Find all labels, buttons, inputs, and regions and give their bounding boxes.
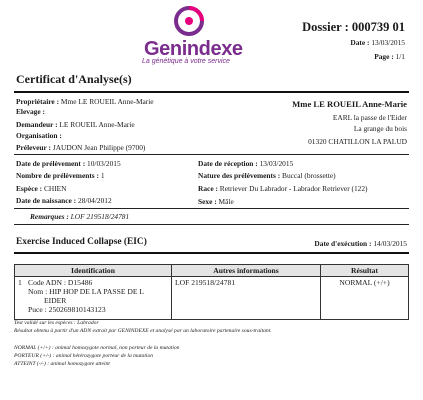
sexe-row: [198, 197, 234, 206]
footnote-atteint: ATTEINT (-/-) : animal homozygote atteint: [14, 361, 110, 367]
nombre-prelevements-row: [16, 171, 105, 180]
resultat-cell: NORMAL (+/+): [321, 277, 409, 320]
autres-informations-cell: LOF 219518/24781: [172, 277, 321, 320]
organisation-label: Organisation :: [16, 131, 62, 140]
execution-value: 14/03/2015: [373, 239, 407, 248]
nombre-prelevements-label: Nombre de prélèvements :: [16, 171, 99, 180]
results-header-row: [15, 265, 409, 277]
logo-tagline: La génétique à votre service: [142, 58, 230, 65]
sexe-label: Sexe :: [198, 197, 217, 206]
espece-value: CHIEN: [43, 184, 67, 193]
proprietaire-label: Propriétaire :: [16, 97, 60, 106]
header-page-value: 1/1: [395, 52, 405, 61]
identification-cell: [15, 277, 172, 320]
header-date: [350, 38, 405, 47]
address-name: Mme LE ROUEIL Anne-Marie: [292, 99, 407, 109]
divider-parties: [14, 154, 409, 155]
race-row: [198, 184, 368, 193]
naissance-value: 28/04/2012: [78, 196, 112, 205]
dossier-number: Dossier : 000739 01: [302, 20, 405, 34]
elevage-label: Elevage :: [16, 107, 45, 116]
header-date-label: Date :: [350, 38, 370, 47]
proprietaire-value: Mme LE ROUEIL Anne-Marie: [60, 97, 154, 106]
demandeur-value: LE ROUEIL Anne-Marie: [59, 120, 135, 129]
page-title: Certificat d'Analyse(s): [16, 72, 132, 86]
nombre-prelevements-value: 1: [100, 171, 105, 180]
reception-label: Date de réception :: [198, 159, 258, 168]
nature-label: Nature des prélèvements :: [198, 171, 281, 180]
table-row: [15, 277, 409, 320]
espece-label: Espèce :: [16, 184, 43, 193]
animal-name-line-2: EIDER: [44, 296, 67, 305]
remarques-value: LOF 219518/24781: [70, 212, 130, 221]
logo-icon: [174, 6, 204, 36]
naissance-label: Date de naissance :: [16, 196, 77, 205]
footnote-validity: Test validé sur les espèces : Labrador: [14, 320, 99, 326]
results-table: [14, 264, 409, 320]
col-autres-informations: Autres informations: [172, 265, 321, 277]
row-index: 1: [18, 278, 22, 287]
espece-row: [16, 184, 67, 193]
header-page: [374, 52, 405, 61]
footnote-method: Résultat obtenu à partir d'un ADN extrait par GENINDEXE et analysé par un laboratoire partenaire sous-traitant.: [14, 328, 272, 334]
address-line-3: 01320 CHATILLON LA PALUD: [308, 137, 407, 146]
preleveur-label: Préleveur :: [16, 143, 51, 152]
execution-row: [314, 239, 407, 248]
execution-label: Date d'exécution :: [314, 239, 372, 248]
reception-row: [198, 159, 293, 168]
race-label: Race :: [198, 184, 218, 193]
puce: Puce : 250269810143123: [28, 305, 106, 314]
remarques-label: Remarques :: [30, 212, 69, 221]
divider-top: [14, 91, 409, 93]
demandeur-label: Demandeur :: [16, 120, 58, 129]
naissance-row: [16, 196, 112, 205]
divider-remarques: [14, 224, 409, 225]
address-line-2: La grange du bois: [353, 124, 407, 133]
sexe-value: Mâle: [218, 197, 234, 206]
date-prelevement-label: Date de prélèvement :: [16, 159, 86, 168]
remarques-row: [30, 212, 129, 221]
divider-sample: [14, 208, 409, 209]
preleveur-row: [16, 143, 145, 152]
proprietaire-row: [16, 97, 154, 106]
animal-name-line-1: Nom : HIP HOP DE LA PASSE DE L: [28, 287, 145, 296]
footnote-porteur: PORTEUR (+/-) : animal hétérozygote porteur de la mutation: [14, 353, 154, 359]
reception-value: 13/03/2015: [259, 159, 294, 168]
col-identification: Identification: [15, 265, 172, 277]
code-adn: Code ADN : D15486: [28, 278, 93, 287]
date-prelevement-row: [16, 159, 121, 168]
header-page-label: Page :: [374, 52, 394, 61]
logo-wordmark: Genindexe: [144, 38, 243, 60]
header-date-value: 13/03/2015: [371, 38, 405, 47]
preleveur-value: JAUDON Jean Philippe (9700): [52, 143, 146, 152]
address-line-1: EARL la passe de l'Eider: [332, 113, 407, 122]
footnote-normal: NORMAL (+/+) : animal homozygote normal, non porteur de la mutation: [14, 345, 180, 351]
col-resultat: Résultat: [321, 265, 409, 277]
race-value: Retriever Du Labrador - Labrador Retriever (122): [219, 184, 368, 193]
nature-value: Buccal (brossette): [282, 171, 336, 180]
divider-analysis: [14, 252, 409, 254]
demandeur-row: [16, 120, 135, 129]
nature-row: [198, 171, 336, 180]
date-prelevement-value: 10/03/2015: [87, 159, 121, 168]
analysis-title: Exercise Induced Collapse (EIC): [16, 237, 147, 247]
